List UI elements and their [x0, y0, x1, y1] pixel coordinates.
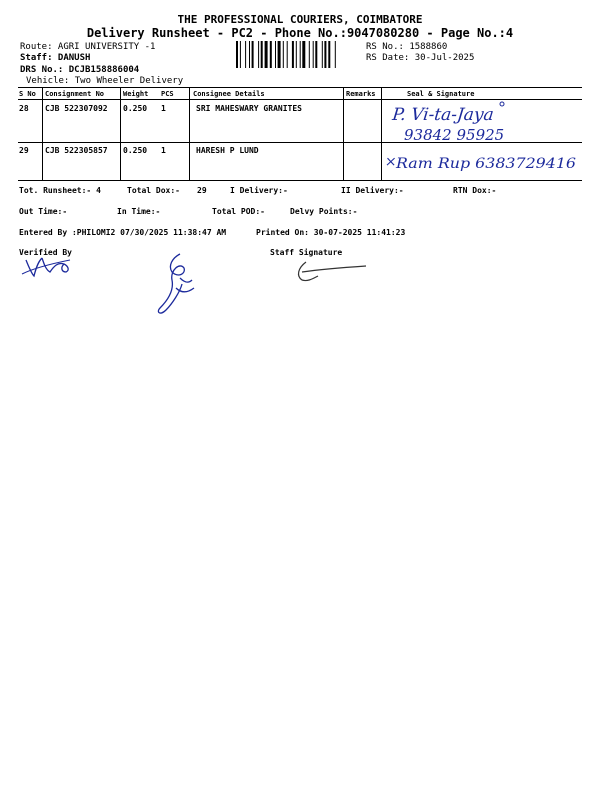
- ii-delivery: II Delivery:-: [341, 186, 404, 195]
- barcode-bar: [278, 41, 281, 68]
- barcode-bar: [313, 41, 314, 68]
- barcode-bar: [315, 41, 317, 68]
- col-divider: [42, 87, 43, 180]
- barcode-bar: [324, 41, 326, 68]
- barcode-bar: [252, 41, 254, 68]
- barcode-bar: [335, 41, 336, 68]
- table-row-consignment: CJB 522307092: [45, 104, 108, 113]
- col-divider: [381, 87, 382, 180]
- staff-signature-icon: [292, 258, 372, 286]
- total-pod: Total POD:-: [212, 207, 265, 216]
- barcode-bar: [283, 41, 284, 68]
- table-row-weight: 0.250: [123, 104, 148, 113]
- col-header-consignment: Consignment No: [45, 90, 105, 98]
- tot-runsheet: Tot. Runsheet:- 4: [19, 186, 101, 195]
- barcode-bar: [296, 41, 297, 68]
- staff-signature-label: Staff Signature: [270, 248, 343, 257]
- staff-label: Staff: DANUSH: [20, 53, 91, 63]
- barcode-bar: [300, 41, 301, 68]
- col-header-remarks: Remarks: [346, 90, 376, 98]
- table-row-consignee: HARESH P LUND: [196, 146, 259, 155]
- barcode-bar: [287, 41, 288, 68]
- table-row-sno: 29: [19, 146, 29, 155]
- barcode-bar: [249, 41, 250, 68]
- barcode-bar: [270, 41, 272, 68]
- total-dox-value: 29: [197, 186, 207, 195]
- barcode-bar: [302, 41, 305, 68]
- barcode-bar: [309, 41, 310, 68]
- rtn-dox: RTN Dox:-: [453, 186, 497, 195]
- printed-on: Printed On: 30-07-2025 11:41:23: [256, 228, 406, 237]
- col-divider: [343, 87, 344, 180]
- handwritten-signature-icon: [150, 248, 200, 318]
- barcode-bar: [258, 41, 259, 68]
- table-row-consignment: CJB 522305857: [45, 146, 108, 155]
- company-title: THE PROFESSIONAL COURIERS, COIMBATORE: [177, 13, 423, 26]
- handwritten-signature-row1: [384, 100, 580, 144]
- total-dox-label: Total Dox:-: [127, 186, 180, 195]
- svg-text:×: ×: [384, 154, 398, 170]
- rs-date: RS Date: 30-Jul-2025: [366, 53, 475, 63]
- col-header-weight: Weight: [123, 90, 149, 98]
- col-header-consignee: Consignee Details: [193, 90, 265, 98]
- table-row-weight: 0.250: [123, 146, 148, 155]
- table-row-consignee: SRI MAHESWARY GRANITES: [196, 104, 302, 113]
- handwritten-signature-row2: [384, 146, 584, 178]
- table-bottom-border: [18, 180, 582, 181]
- route-label: Route: AGRI UNIVERSITY -1: [20, 42, 156, 52]
- table-top-border: [18, 87, 582, 88]
- delvy-points: Delvy Points:-: [290, 207, 358, 216]
- table-row-pcs: 1: [161, 104, 166, 113]
- out-time: Out Time:-: [19, 207, 68, 216]
- barcode-bar: [236, 41, 238, 68]
- drs-number: DRS No.: DCJB158886004: [20, 65, 140, 75]
- barcode-bar: [328, 41, 330, 68]
- signature-line: Ram Rup 6383729416: [394, 156, 577, 172]
- barcode-bar: [275, 41, 276, 68]
- i-delivery: I Delivery:-: [230, 186, 288, 195]
- table-row-sno: 28: [19, 104, 29, 113]
- col-divider: [120, 87, 121, 180]
- col-divider: [189, 87, 190, 180]
- col-header-sno: S No: [19, 90, 36, 98]
- rs-number: RS No.: 1588860: [366, 42, 448, 52]
- barcode-bar: [261, 41, 263, 68]
- signature-line2: 93842 95925: [404, 126, 505, 144]
- barcode-bar: [292, 41, 294, 68]
- table-row-pcs: 1: [161, 146, 166, 155]
- barcode-bar: [322, 41, 323, 68]
- signature-line1: P. Vi-ta-Jaya: [391, 105, 495, 125]
- in-time: In Time:-: [117, 207, 161, 216]
- col-header-signature: Seal & Signature: [407, 90, 475, 98]
- verified-by-label: Verified By: [19, 248, 72, 257]
- barcode-bar: [245, 41, 246, 68]
- col-header-pcs: PCS: [161, 90, 174, 98]
- barcode-icon: [236, 41, 360, 68]
- verifier-signature-icon: [20, 244, 80, 280]
- vehicle-label: Vehicle: Two Wheeler Delivery: [26, 76, 184, 86]
- barcode-bar: [240, 41, 241, 68]
- runsheet-subtitle: Delivery Runsheet - PC2 - Phone No.:9047080280 - Page No.:4: [86, 26, 514, 40]
- barcode-bar: [265, 41, 268, 68]
- entered-by: Entered By :PHILOMI2 07/30/2025 11:38:47 AM: [19, 228, 227, 237]
